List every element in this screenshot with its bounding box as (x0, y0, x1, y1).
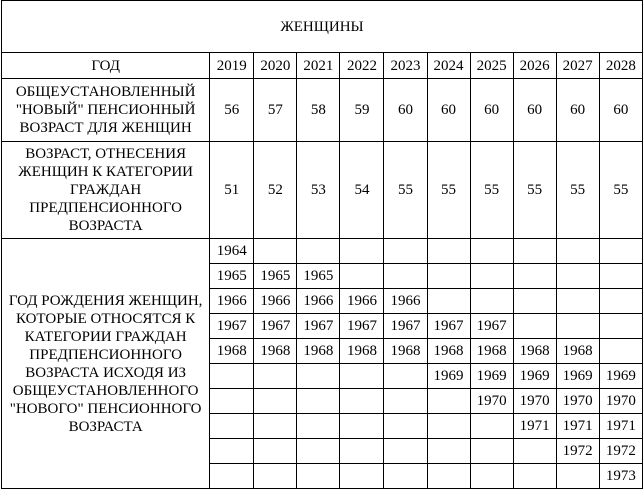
birth-year-cell: 1968 (384, 339, 427, 364)
birth-year-cell (599, 239, 642, 264)
row-label: ВОЗРАСТ, ОТНЕСЕНИЯ ЖЕНЩИН К КАТЕГОРИИ ГРАЖДАН ПРЕДПЕНСИОННОГО ВОЗРАСТА (2, 142, 210, 239)
birth-year-cell (384, 264, 427, 289)
birth-year-cell: 1969 (556, 364, 599, 389)
birth-year-cell: 1971 (556, 414, 599, 439)
table-row (2, 142, 643, 239)
year-header-cell: 2019 (210, 53, 254, 79)
birth-year-cell: 1969 (427, 364, 470, 389)
birth-year-cell (297, 364, 340, 389)
birth-year-cell (427, 289, 470, 314)
birth-year-cell (254, 239, 297, 264)
birth-year-cell (340, 239, 384, 264)
birth-year-cell (470, 439, 513, 464)
value-cell: 58 (297, 79, 340, 142)
birth-year-cell (470, 464, 513, 489)
birth-year-cell (513, 264, 556, 289)
birth-year-cell: 1967 (470, 314, 513, 339)
birth-year-cell: 1968 (427, 339, 470, 364)
table-title: ЖЕНЩИНЫ (2, 1, 643, 53)
birth-year-cell (340, 439, 384, 464)
birth-year-cell: 1969 (599, 364, 642, 389)
value-cell: 55 (513, 142, 556, 239)
birth-year-cell: 1969 (470, 364, 513, 389)
year-header-cell: 2023 (384, 53, 427, 79)
value-cell: 53 (297, 142, 340, 239)
birth-year-cell: 1964 (210, 239, 254, 264)
birth-year-cell: 1968 (340, 339, 384, 364)
birth-year-cell (254, 364, 297, 389)
birth-year-cell: 1968 (556, 339, 599, 364)
birth-year-cell: 1967 (254, 314, 297, 339)
table-row (2, 79, 643, 142)
birth-year-cell: 1970 (599, 389, 642, 414)
birth-year-cell (556, 464, 599, 489)
birth-year-cell (254, 464, 297, 489)
value-cell: 56 (210, 79, 254, 142)
birth-year-cell (513, 289, 556, 314)
value-cell: 60 (599, 79, 642, 142)
year-header-cell: 2022 (340, 53, 384, 79)
year-header-cell: 2020 (254, 53, 297, 79)
birth-year-cell (599, 289, 642, 314)
birth-year-cell (513, 314, 556, 339)
birth-year-cell (340, 264, 384, 289)
value-cell: 55 (427, 142, 470, 239)
birth-year-cell: 1968 (470, 339, 513, 364)
year-header-cell: 2028 (599, 53, 642, 79)
birth-year-cell (210, 414, 254, 439)
title-row (2, 1, 643, 53)
birth-year-cell (427, 239, 470, 264)
birth-year-cell: 1966 (340, 289, 384, 314)
birth-year-cell (556, 289, 599, 314)
birth-year-cell (254, 389, 297, 414)
value-cell: 54 (340, 142, 384, 239)
birth-year-cell (384, 464, 427, 489)
birth-year-cell (384, 239, 427, 264)
birth-year-cell: 1966 (384, 289, 427, 314)
birth-year-cell (513, 464, 556, 489)
birth-year-cell: 1971 (513, 414, 556, 439)
value-cell: 59 (340, 79, 384, 142)
birth-year-cell: 1965 (297, 264, 340, 289)
year-header-cell: 2024 (427, 53, 470, 79)
birth-year-cell (427, 264, 470, 289)
birth-year-cell: 1970 (513, 389, 556, 414)
year-header-row (2, 53, 643, 79)
row-label: ОБЩЕУСТАНОВЛЕННЫЙ "НОВЫЙ" ПЕНСИОННЫЙ ВОЗРАСТ ДЛЯ ЖЕНЩИН (2, 79, 210, 142)
birth-year-cell (599, 314, 642, 339)
value-cell: 51 (210, 142, 254, 239)
value-cell: 60 (513, 79, 556, 142)
birth-year-cell: 1967 (297, 314, 340, 339)
birth-year-cell (599, 264, 642, 289)
birth-year-cell (297, 239, 340, 264)
birth-year-cell: 1970 (556, 389, 599, 414)
birth-year-cell (340, 389, 384, 414)
birth-year-cell: 1971 (599, 414, 642, 439)
birth-year-cell (427, 389, 470, 414)
birth-year-cell (384, 414, 427, 439)
birth-year-cell: 1967 (340, 314, 384, 339)
birth-year-cell: 1973 (599, 464, 642, 489)
year-header-label: ГОД (2, 53, 210, 79)
value-cell: 60 (470, 79, 513, 142)
birth-year-cell (297, 439, 340, 464)
birth-year-cell (384, 389, 427, 414)
birth-year-cell (513, 239, 556, 264)
birth-year-cell: 1970 (470, 389, 513, 414)
value-cell: 52 (254, 142, 297, 239)
birth-year-cell (254, 414, 297, 439)
birth-year-cell: 1965 (210, 264, 254, 289)
birth-year-cell: 1972 (599, 439, 642, 464)
birth-year-cell (340, 464, 384, 489)
value-cell: 60 (427, 79, 470, 142)
birth-year-cell (340, 364, 384, 389)
birth-year-cell: 1968 (297, 339, 340, 364)
birth-year-cell (384, 364, 427, 389)
year-header-cell: 2021 (297, 53, 340, 79)
birth-year-cell (513, 439, 556, 464)
birth-year-cell (427, 464, 470, 489)
birth-year-cell: 1967 (427, 314, 470, 339)
birth-year-cell: 1969 (513, 364, 556, 389)
birth-year-cell (297, 464, 340, 489)
birth-year-cell: 1968 (254, 339, 297, 364)
birth-year-label: ГОД РОЖДЕНИЯ ЖЕНЩИН, КОТОРЫЕ ОТНОСЯТСЯ К КАТЕГОРИИ ГРАЖДАН ПРЕДПЕНСИОННОГО ВОЗРАСТА ИСХОДЯ ИЗ ОБЩЕУСТАНОВЛЕННОГО "НОВОГО" ПЕНСИОННОГО ВОЗРАСТА (2, 239, 210, 489)
birth-year-cell (384, 439, 427, 464)
birth-year-cell (297, 414, 340, 439)
birth-year-row (2, 239, 643, 264)
birth-year-cell (470, 414, 513, 439)
birth-year-cell (254, 439, 297, 464)
birth-year-cell: 1968 (210, 339, 254, 364)
birth-year-cell: 1966 (254, 289, 297, 314)
birth-year-cell: 1972 (556, 439, 599, 464)
birth-year-cell (210, 439, 254, 464)
pension-age-table (1, 0, 643, 489)
birth-year-cell (210, 389, 254, 414)
birth-year-cell (210, 364, 254, 389)
value-cell: 55 (556, 142, 599, 239)
birth-year-cell (556, 314, 599, 339)
year-header-cell: 2026 (513, 53, 556, 79)
year-header-cell: 2027 (556, 53, 599, 79)
birth-year-cell: 1966 (297, 289, 340, 314)
value-cell: 60 (384, 79, 427, 142)
birth-year-cell (470, 289, 513, 314)
birth-year-cell (427, 414, 470, 439)
value-cell: 57 (254, 79, 297, 142)
value-cell: 60 (556, 79, 599, 142)
birth-year-cell (470, 264, 513, 289)
birth-year-cell: 1967 (210, 314, 254, 339)
birth-year-cell: 1968 (513, 339, 556, 364)
birth-year-cell (599, 339, 642, 364)
value-cell: 55 (599, 142, 642, 239)
birth-year-cell (556, 239, 599, 264)
birth-year-cell (210, 464, 254, 489)
birth-year-cell (427, 439, 470, 464)
birth-year-cell: 1965 (254, 264, 297, 289)
birth-year-cell (556, 264, 599, 289)
value-cell: 55 (384, 142, 427, 239)
birth-year-cell (340, 414, 384, 439)
birth-year-cell: 1967 (384, 314, 427, 339)
birth-year-cell (470, 239, 513, 264)
birth-year-cell (297, 389, 340, 414)
birth-year-cell: 1966 (210, 289, 254, 314)
value-cell: 55 (470, 142, 513, 239)
year-header-cell: 2025 (470, 53, 513, 79)
